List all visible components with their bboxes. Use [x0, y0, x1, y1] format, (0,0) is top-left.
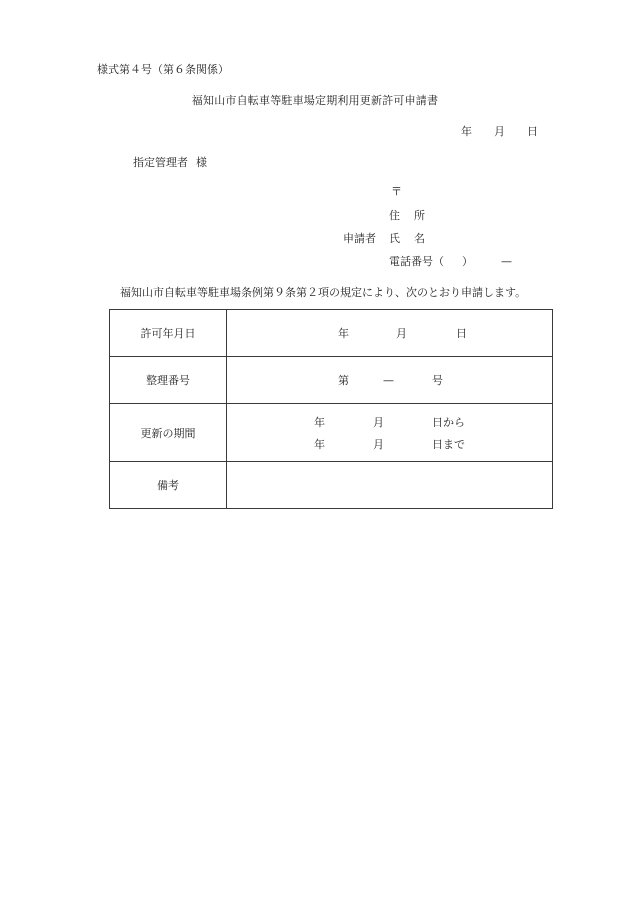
- submission-date-line: [461, 126, 538, 137]
- reference-number-field[interactable]: [227, 357, 553, 404]
- postal-mark: 〒: [391, 185, 402, 198]
- reference-number-suffix: 号: [432, 374, 443, 387]
- address-label-1: 住: [389, 209, 400, 222]
- renewal-period-field[interactable]: [227, 404, 553, 462]
- permit-date-label: 許可年月日: [110, 310, 227, 357]
- address-label: [389, 210, 425, 221]
- addressee-honorific: 様: [196, 156, 207, 169]
- reference-number-prefix: 第: [338, 374, 349, 387]
- phone-paren-close: ）: [462, 255, 473, 268]
- table-row-permit-date: [110, 310, 553, 357]
- renewal-to-day: 日まで: [432, 438, 465, 451]
- name-label-2: 名: [414, 232, 425, 245]
- permit-date-year: 年: [338, 327, 349, 340]
- addressee-label: 指定管理者: [133, 156, 188, 169]
- renewal-from-year: 年: [314, 416, 325, 429]
- renewal-to-year: 年: [314, 438, 325, 451]
- remarks-field[interactable]: [227, 462, 553, 509]
- renewal-from-day: 日から: [432, 416, 465, 429]
- addressee: [133, 157, 207, 168]
- renewal-from-month: 月: [373, 416, 384, 429]
- address-label-2: 所: [414, 209, 425, 222]
- phone-label-text: 電話番号（: [389, 255, 444, 268]
- date-year-label: 年: [461, 125, 472, 138]
- name-label-1: 氏: [389, 232, 400, 245]
- application-statement: 福知山市自転車等駐車場条例第９条第２項の規定により、次のとおり申請します。: [120, 286, 527, 299]
- form-number: 様式第４号（第６条関係）: [97, 63, 229, 76]
- table-row-reference-number: [110, 357, 553, 404]
- phone-dash: —: [501, 255, 512, 268]
- renewal-period-label: 更新の期間: [110, 404, 227, 462]
- table-row-renewal-period: [110, 404, 553, 462]
- phone-label: [389, 256, 512, 267]
- reference-number-dash: —: [383, 374, 394, 387]
- date-month-label: 月: [494, 125, 505, 138]
- application-form-table: [109, 309, 553, 509]
- permit-date-month: 月: [396, 327, 407, 340]
- date-day-label: 日: [527, 125, 538, 138]
- remarks-label: 備考: [110, 462, 227, 509]
- applicant-label: 申請者: [343, 232, 376, 245]
- document-title: 福知山市自転車等駐車場定期利用更新許可申請書: [191, 94, 439, 107]
- permit-date-day: 日: [456, 327, 467, 340]
- reference-number-label: 整理番号: [110, 357, 227, 404]
- permit-date-field[interactable]: [227, 310, 553, 357]
- name-label: [389, 233, 425, 244]
- renewal-to-month: 月: [373, 438, 384, 451]
- table-row-remarks: [110, 462, 553, 509]
